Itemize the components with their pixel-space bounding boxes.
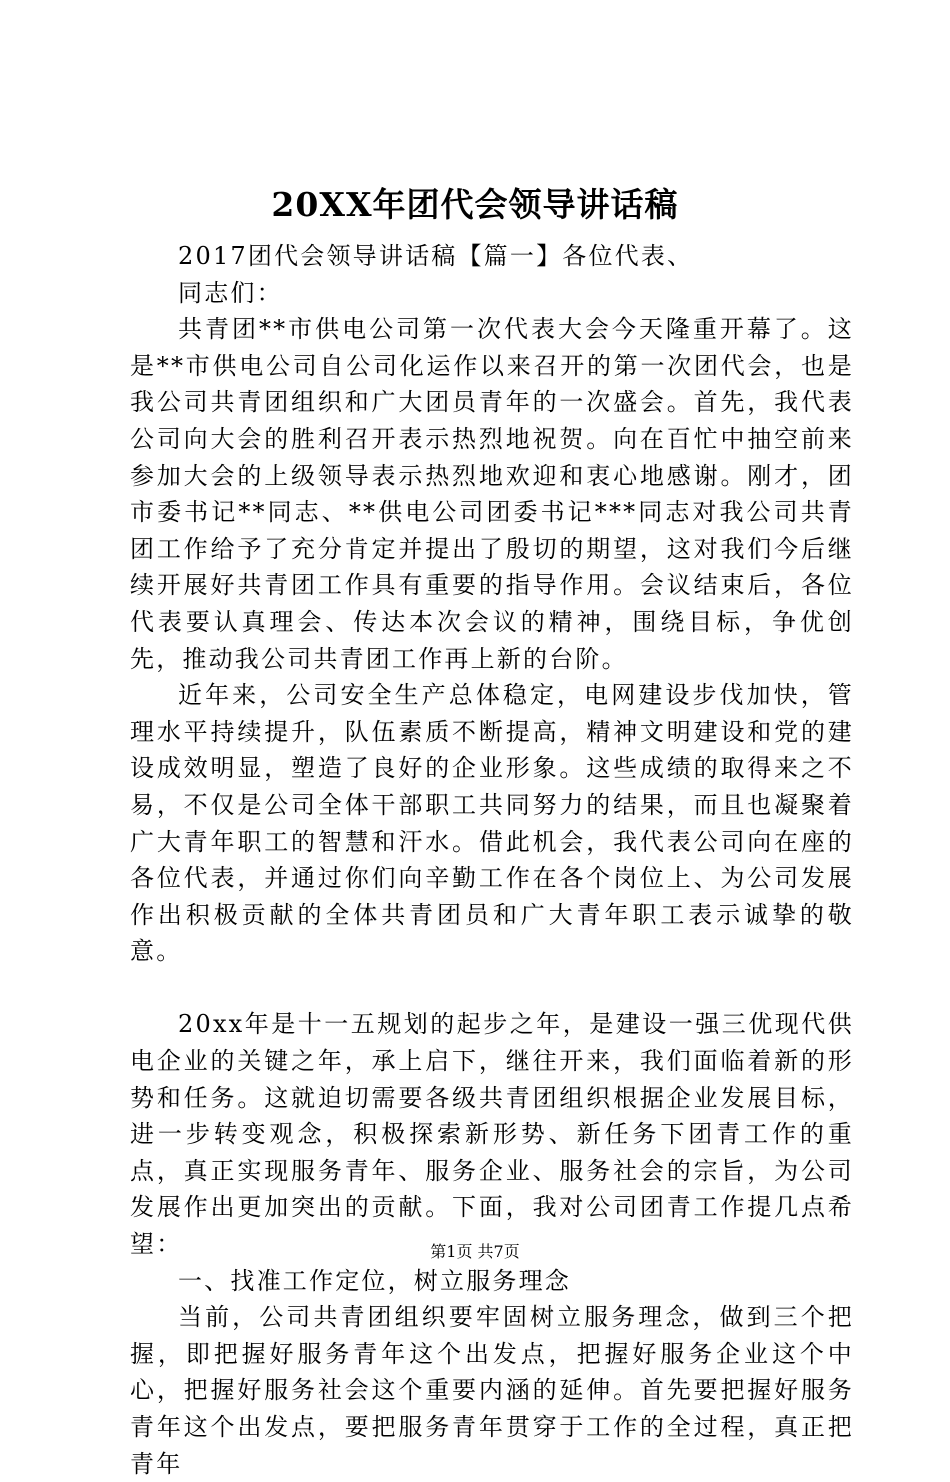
section-heading-1: 一、找准工作定位，树立服务理念 <box>178 1266 571 1295</box>
paragraph-achievements: 近年来，公司安全生产总体稳定，电网建设步伐加快，管理水平持续提升，队伍素质不断提高，精神文明建设和党的建设成效明显，塑造了良好的企业形象。这些成绩的取得来之不易，不仅是公司全体干部职工共同努力的结果，而且也凝聚着广大青年职工的智慧和汗水。借此机会，我代表公司向在座的各位代表，并通过你们向辛勤工作在各个岗位上、为公司发展作出积极贡献的全体共青团员和广大青年职工表示诚挚的敬意。 <box>130 681 854 966</box>
document-title: 20XX年团代会领导讲话稿 <box>271 185 679 224</box>
paragraph-blank <box>130 970 854 1007</box>
paragraph-heading-line: 2017团代会领导讲话稿【篇一】各位代表、 <box>178 242 694 270</box>
document-body <box>130 238 854 1482</box>
paragraph-opening: 共青团**市供电公司第一次代表大会今天隆重开幕了。这是**市供电公司自公司化运作以来召开的第一次团代会，也是我公司共青团组织和广大团员青年的一次盛会。首先，我代表公司向大会的胜利召开表示热烈地祝贺。向在百忙中抽空前来参加大会的上级领导表示热烈地欢迎和衷心地感谢。刚才，团市委书记**同志、**供电公司团委书记***同志对我公司共青团工作给予了充分肯定并提出了殷切的期望，这对我们今后继续开展好共青团工作具有重要的指导作用。会议结束后，各位代表要认真理会、传达本次会议的精神，围绕目标，争优创先，推动我公司共青团工作再上新的台阶。 <box>130 315 854 673</box>
paragraph-tasks: 20xx年是十一五规划的起步之年，是建设一强三优现代供电企业的关键之年，承上启下，继往开来，我们面临着新的形势和任务。这就迫切需要各级共青团组织根据企业发展目标，进一步转变观念，积极探索新形势、新任务下团青工作的重点，真正实现服务青年、服务企业、服务社会的宗旨，为公司发展作出更加突出的贡献。下面，我对公司团青工作提几点希望： <box>130 1010 854 1259</box>
paragraph-service: 当前，公司共青团组织要牢固树立服务理念，做到三个把握，即把握好服务青年这个出发点，把握好服务企业这个中心，把握好服务社会这个重要内涵的延伸。首先要把握好服务青年这个出发点，要把服务青年贯穿于工作的全过程，真正把青年 <box>130 1303 854 1478</box>
page-indicator: 第1页 共7页 <box>430 1242 520 1261</box>
paragraph-salutation: 同志们： <box>178 278 283 307</box>
